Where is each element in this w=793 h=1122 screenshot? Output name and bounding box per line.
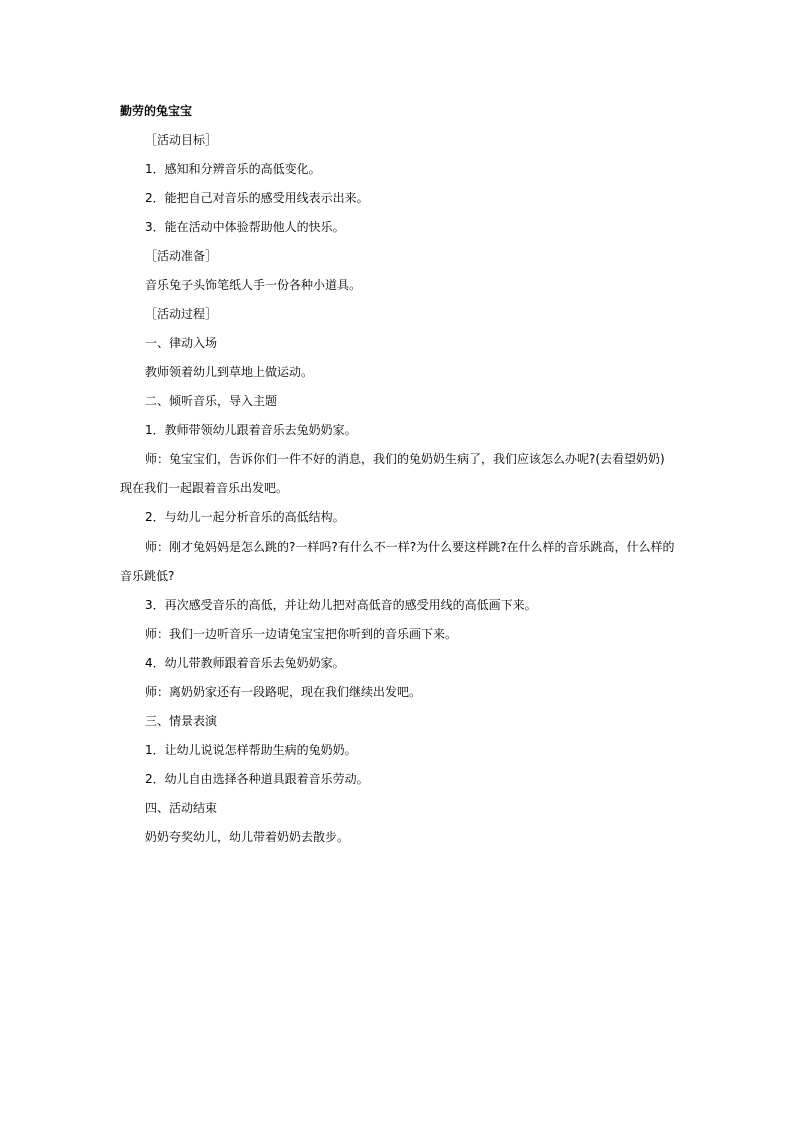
section-heading-goals: ［活动目标］	[145, 133, 218, 147]
paragraph-text: 4．幼儿带教师跟着音乐去兔奶奶家。	[145, 656, 345, 670]
step-heading-3: 三、情景表演	[145, 714, 218, 728]
section-heading-process: ［活动过程］	[145, 307, 218, 321]
paragraph-text-continued: 音乐跳低?	[120, 569, 175, 583]
paragraph-text: 师：我们一边听音乐一边请兔宝宝把你听到的音乐画下来。	[145, 627, 458, 641]
paragraph-text: 师：离奶奶家还有一段路呢，现在我们继续出发吧。	[145, 685, 422, 699]
goal-item-3: 3．能在活动中体验帮助他人的快乐。	[145, 220, 345, 234]
step-heading-1: 一、律动入场	[145, 336, 218, 350]
section-heading-preparation: ［活动准备］	[145, 249, 218, 263]
paragraph-text-continued: 现在我们一起跟着音乐出发吧。	[120, 481, 289, 495]
paragraph-text: 2．幼儿自由选择各种道具跟着音乐劳动。	[145, 772, 369, 786]
step-heading-2: 二、倾听音乐，导入主题	[145, 394, 278, 408]
paragraph-text: 2．与幼儿一起分析音乐的高低结构。	[145, 510, 345, 524]
step-heading-4: 四、活动结束	[145, 801, 218, 815]
paragraph-text: 1．让幼儿说说怎样帮助生病的兔奶奶。	[145, 743, 357, 757]
paragraph-text: 师：刚才兔妈妈是怎么跳的?一样吗?有什么不一样?为什么要这样跳?在什么样的音乐跳高，什么样的	[145, 540, 675, 554]
paragraph-text: 师：兔宝宝们，告诉你们一件不好的消息，我们的兔奶奶生病了，我们应该怎么办呢?(去看望奶奶)	[145, 452, 665, 466]
paragraph-text: 教师领着幼儿到草地上做运动。	[145, 365, 314, 379]
goal-item-2: 2．能把自己对音乐的感受用线表示出来。	[145, 191, 369, 205]
paragraph-text: 1．教师带领幼儿跟着音乐去兔奶奶家。	[145, 423, 357, 437]
paragraph-text: 3．再次感受音乐的高低，并让幼儿把对高低音的感受用线的高低画下来。	[145, 598, 537, 612]
paragraph-text: 奶奶夸奖幼儿，幼儿带着奶奶去散步。	[145, 830, 350, 844]
goal-item-1: 1．感知和分辨音乐的高低变化。	[145, 162, 321, 176]
document-title: 勤劳的兔宝宝	[120, 104, 193, 118]
preparation-text: 音乐兔子头饰笔纸人手一份各种小道具。	[145, 278, 362, 292]
